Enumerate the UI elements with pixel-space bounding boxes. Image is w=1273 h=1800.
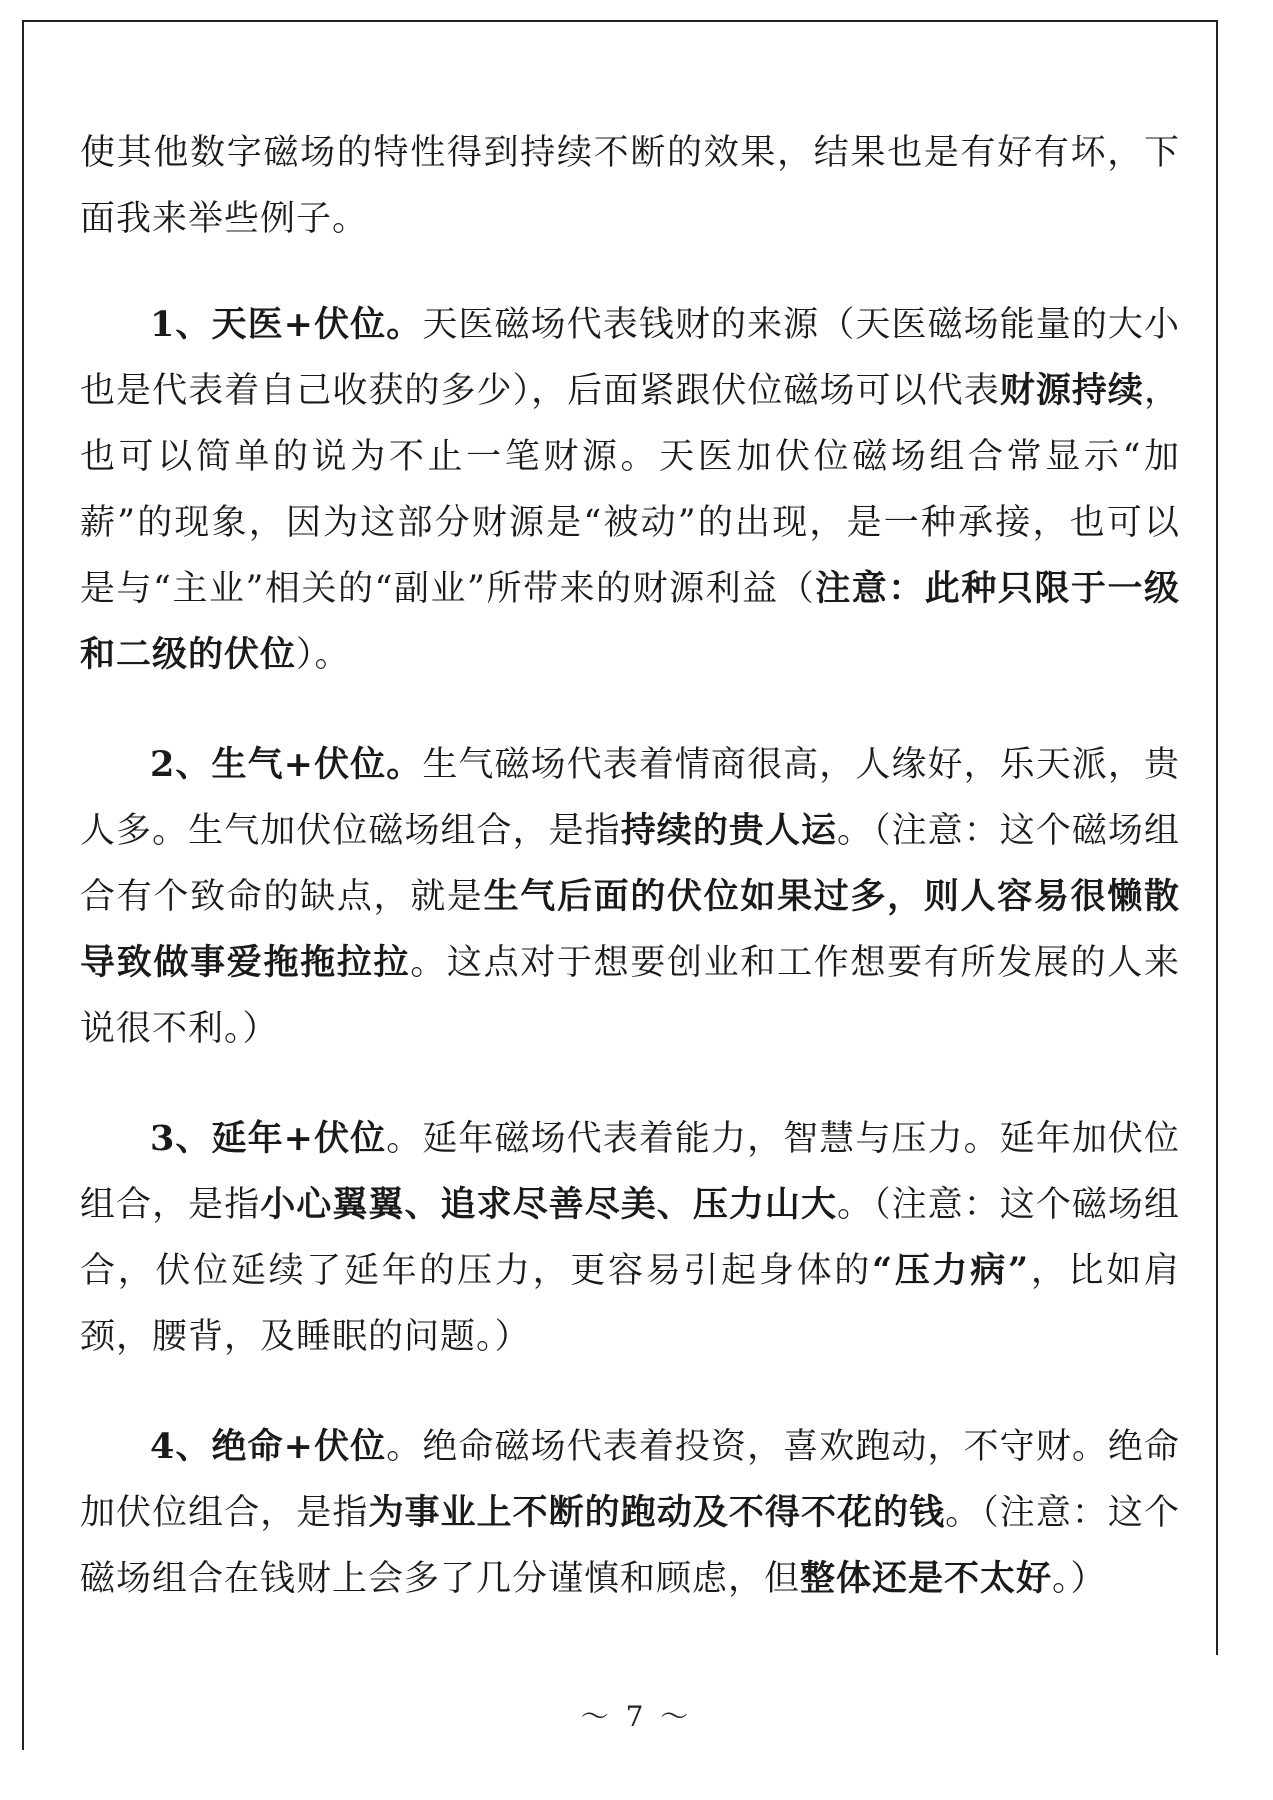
text-segment: 。延年磁场代表着能力，智慧与压力。延年加伏位组合，是指 xyxy=(80,1119,1180,1225)
bold-text-segment: 4、绝命+伏位 xyxy=(150,1426,387,1467)
bold-text-segment: 生气后面的伏位如果过多，则人容易很懒散导致做事爱拖拖拉拉 xyxy=(80,876,1180,983)
text-segment: 生气磁场代表着情商很高，人缘好，乐天派，贵人多。生气加伏位磁场组合，是指 xyxy=(80,745,1180,851)
bold-text-segment: 财源持续 xyxy=(999,370,1144,411)
document-body xyxy=(80,120,1180,1612)
text-segment: 使其他数字磁场的特性得到持续不断的效果，结果也是有好有坏，下面我来举些例子。 xyxy=(80,133,1180,239)
text-segment: 天医磁场代表钱财的来源（天医磁场能量的大小也是代表着自己收获的多少），后面紧跟伏位磁场可以代表 xyxy=(80,305,1180,411)
bold-text-segment: “压力病” xyxy=(872,1250,1030,1291)
bold-text-segment: 小心翼翼、追求尽善尽美、压力山大 xyxy=(260,1184,838,1225)
bold-text-segment: 3、延年+伏位 xyxy=(150,1118,387,1159)
paragraph-tianyi-fuwei xyxy=(80,292,1180,688)
paragraph-yannian-fuwei xyxy=(80,1106,1180,1370)
bold-text-segment: 为事业上不断的跑动及不得不花的钱 xyxy=(368,1492,946,1533)
text-segment: 。绝命磁场代表着投资，喜欢跑动，不守财。绝命加伏位组合，是指 xyxy=(80,1427,1180,1533)
paragraph-jueming-fuwei xyxy=(80,1414,1180,1612)
bold-text-segment: 整体还是不太好 xyxy=(800,1558,1053,1599)
text-segment: 。（注意：这个磁场组合，伏位延续了延年的压力，更容易引起身体的 xyxy=(80,1185,1180,1291)
bold-text-segment: 注意：此种只限于一级和二级的伏位 xyxy=(80,568,1180,675)
paragraph-intro xyxy=(80,120,1180,252)
text-segment: 。（注意：这个磁场组合有个致命的缺点，就是 xyxy=(80,811,1180,917)
paragraph-shengqi-fuwei xyxy=(80,732,1180,1062)
text-segment: 。） xyxy=(1052,1559,1107,1599)
text-segment: 。这点对于想要创业和工作想要有所发展的人来说很不利。） xyxy=(80,943,1180,1049)
text-segment: ，也可以简单的说为不止一笔财源。天医加伏位磁场组合常显示“加薪”的现象，因为这部分财源是“被动”的出现，是一种承接，也可以是与“主业”相关的“副业”所带来的财源利益（ xyxy=(80,371,1180,609)
bold-text-segment: 1、天医+伏位。 xyxy=(150,304,423,345)
bold-text-segment: 2、生气+伏位。 xyxy=(150,744,423,785)
bold-text-segment: 持续的贵人运 xyxy=(620,810,838,851)
page-number: ～ 7 ～ xyxy=(580,1700,693,1733)
text-segment: ，比如肩颈，腰背，及睡眠的问题。） xyxy=(80,1251,1180,1357)
text-segment: ）。 xyxy=(296,635,351,675)
text-segment: 。（注意：这个磁场组合在钱财上会多了几分谨慎和顾虑，但 xyxy=(80,1493,1180,1599)
